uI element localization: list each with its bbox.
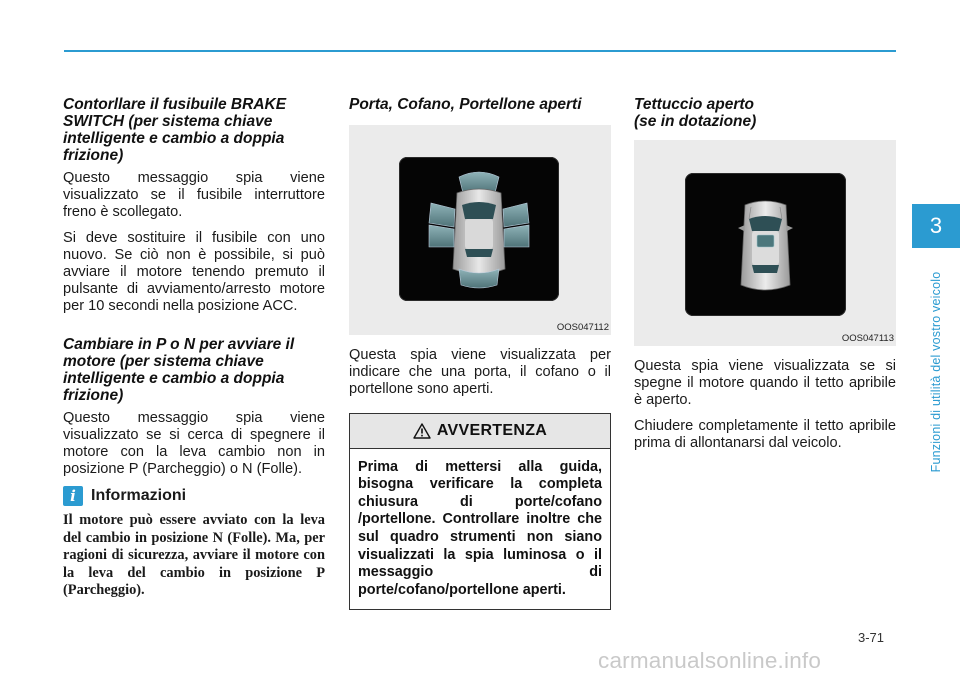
warning-text: Prima di mettersi alla guida, bisogna verificare la completa chiusura di porte/cofano /portellone. Controllare inoltre che sul quadro strumenti non siano visualizzati la spia luminosa o il messaggio di porte/cofano/portellone aperti. bbox=[358, 458, 602, 598]
chapter-tab: 3 bbox=[912, 204, 960, 248]
warning-title: AVVERTENZA bbox=[436, 421, 548, 439]
section-title-brake-switch: Contorllare il fusibuile BRAKE SWITCH (per sistema chiave intelligente e cambio a doppia frizione) bbox=[63, 96, 287, 164]
column-1 bbox=[63, 96, 325, 599]
section-title-doors-open: Porta, Cofano, Portellone aperti bbox=[349, 96, 582, 113]
paragraph: Chiudere completamente il tetto apribile prima di allontanarsi dal veicolo. bbox=[634, 417, 896, 451]
figure-code: OOS047112 bbox=[556, 322, 609, 333]
watermark: carmanualsonline.info bbox=[598, 648, 822, 673]
info-title: Informazioni bbox=[91, 487, 187, 505]
paragraph: Si deve sostituire il fusibile con uno nuovo. Se ciò non è possibile, si può avviare il motore tenendo premuto il pulsante di avviamento/arresto motore per 10 secondi nella posizione ACC. bbox=[63, 229, 325, 315]
cluster-display bbox=[685, 173, 846, 316]
column-2 bbox=[349, 96, 611, 610]
info-icon: i bbox=[63, 486, 83, 506]
warning-box bbox=[349, 413, 611, 611]
figure-code: OOS047113 bbox=[841, 333, 894, 344]
sunroof-title-line2: (se in dotazione) bbox=[634, 113, 757, 130]
warning-triangle-icon bbox=[413, 423, 431, 439]
info-text: Il motore può essere avviato con la leva del cambio in posizione N (Folle). Ma, per ragioni di sicurezza, avviare il motore con la leva del cambio in posizione P (Parcheggio). bbox=[63, 512, 325, 599]
header-rule bbox=[64, 50, 896, 52]
paragraph: Questa spia viene visualizzata se si spegne il motore quando il tetto apribile è aperto. bbox=[634, 358, 896, 409]
warning-header bbox=[350, 414, 610, 449]
column-3 bbox=[634, 96, 896, 460]
info-header bbox=[63, 486, 325, 506]
sunroof-open-indicator-figure bbox=[634, 140, 896, 346]
section-title-shift-p-n: Cambiare in P o N per avviare il motore (per sistema chiave intelligente e cambio a doppia frizione) bbox=[63, 335, 295, 404]
page-number: 3-71 bbox=[858, 630, 885, 645]
car-doors-open-icon bbox=[399, 157, 559, 301]
door-open-indicator-figure bbox=[349, 125, 611, 335]
car-sunroof-open-icon bbox=[685, 173, 846, 316]
section-title-sunroof bbox=[634, 96, 896, 130]
sunroof-title-line1: Tettuccio aperto bbox=[634, 96, 754, 113]
paragraph: Questo messaggio spia viene visualizzato se il fusibile interruttore freno è scollegato. bbox=[63, 170, 325, 221]
paragraph: Questo messaggio spia viene visualizzato se si cerca di spegnere il motore con la leva cambio non in posizione P (Parcheggio) o N (Folle). bbox=[63, 409, 325, 478]
cluster-display bbox=[399, 157, 559, 301]
paragraph: Questa spia viene visualizzata per indicare che una porta, il cofano o il portellone sono aperti. bbox=[349, 347, 611, 398]
chapter-title: Funzioni di utilità del vostro veicolo bbox=[929, 271, 943, 473]
